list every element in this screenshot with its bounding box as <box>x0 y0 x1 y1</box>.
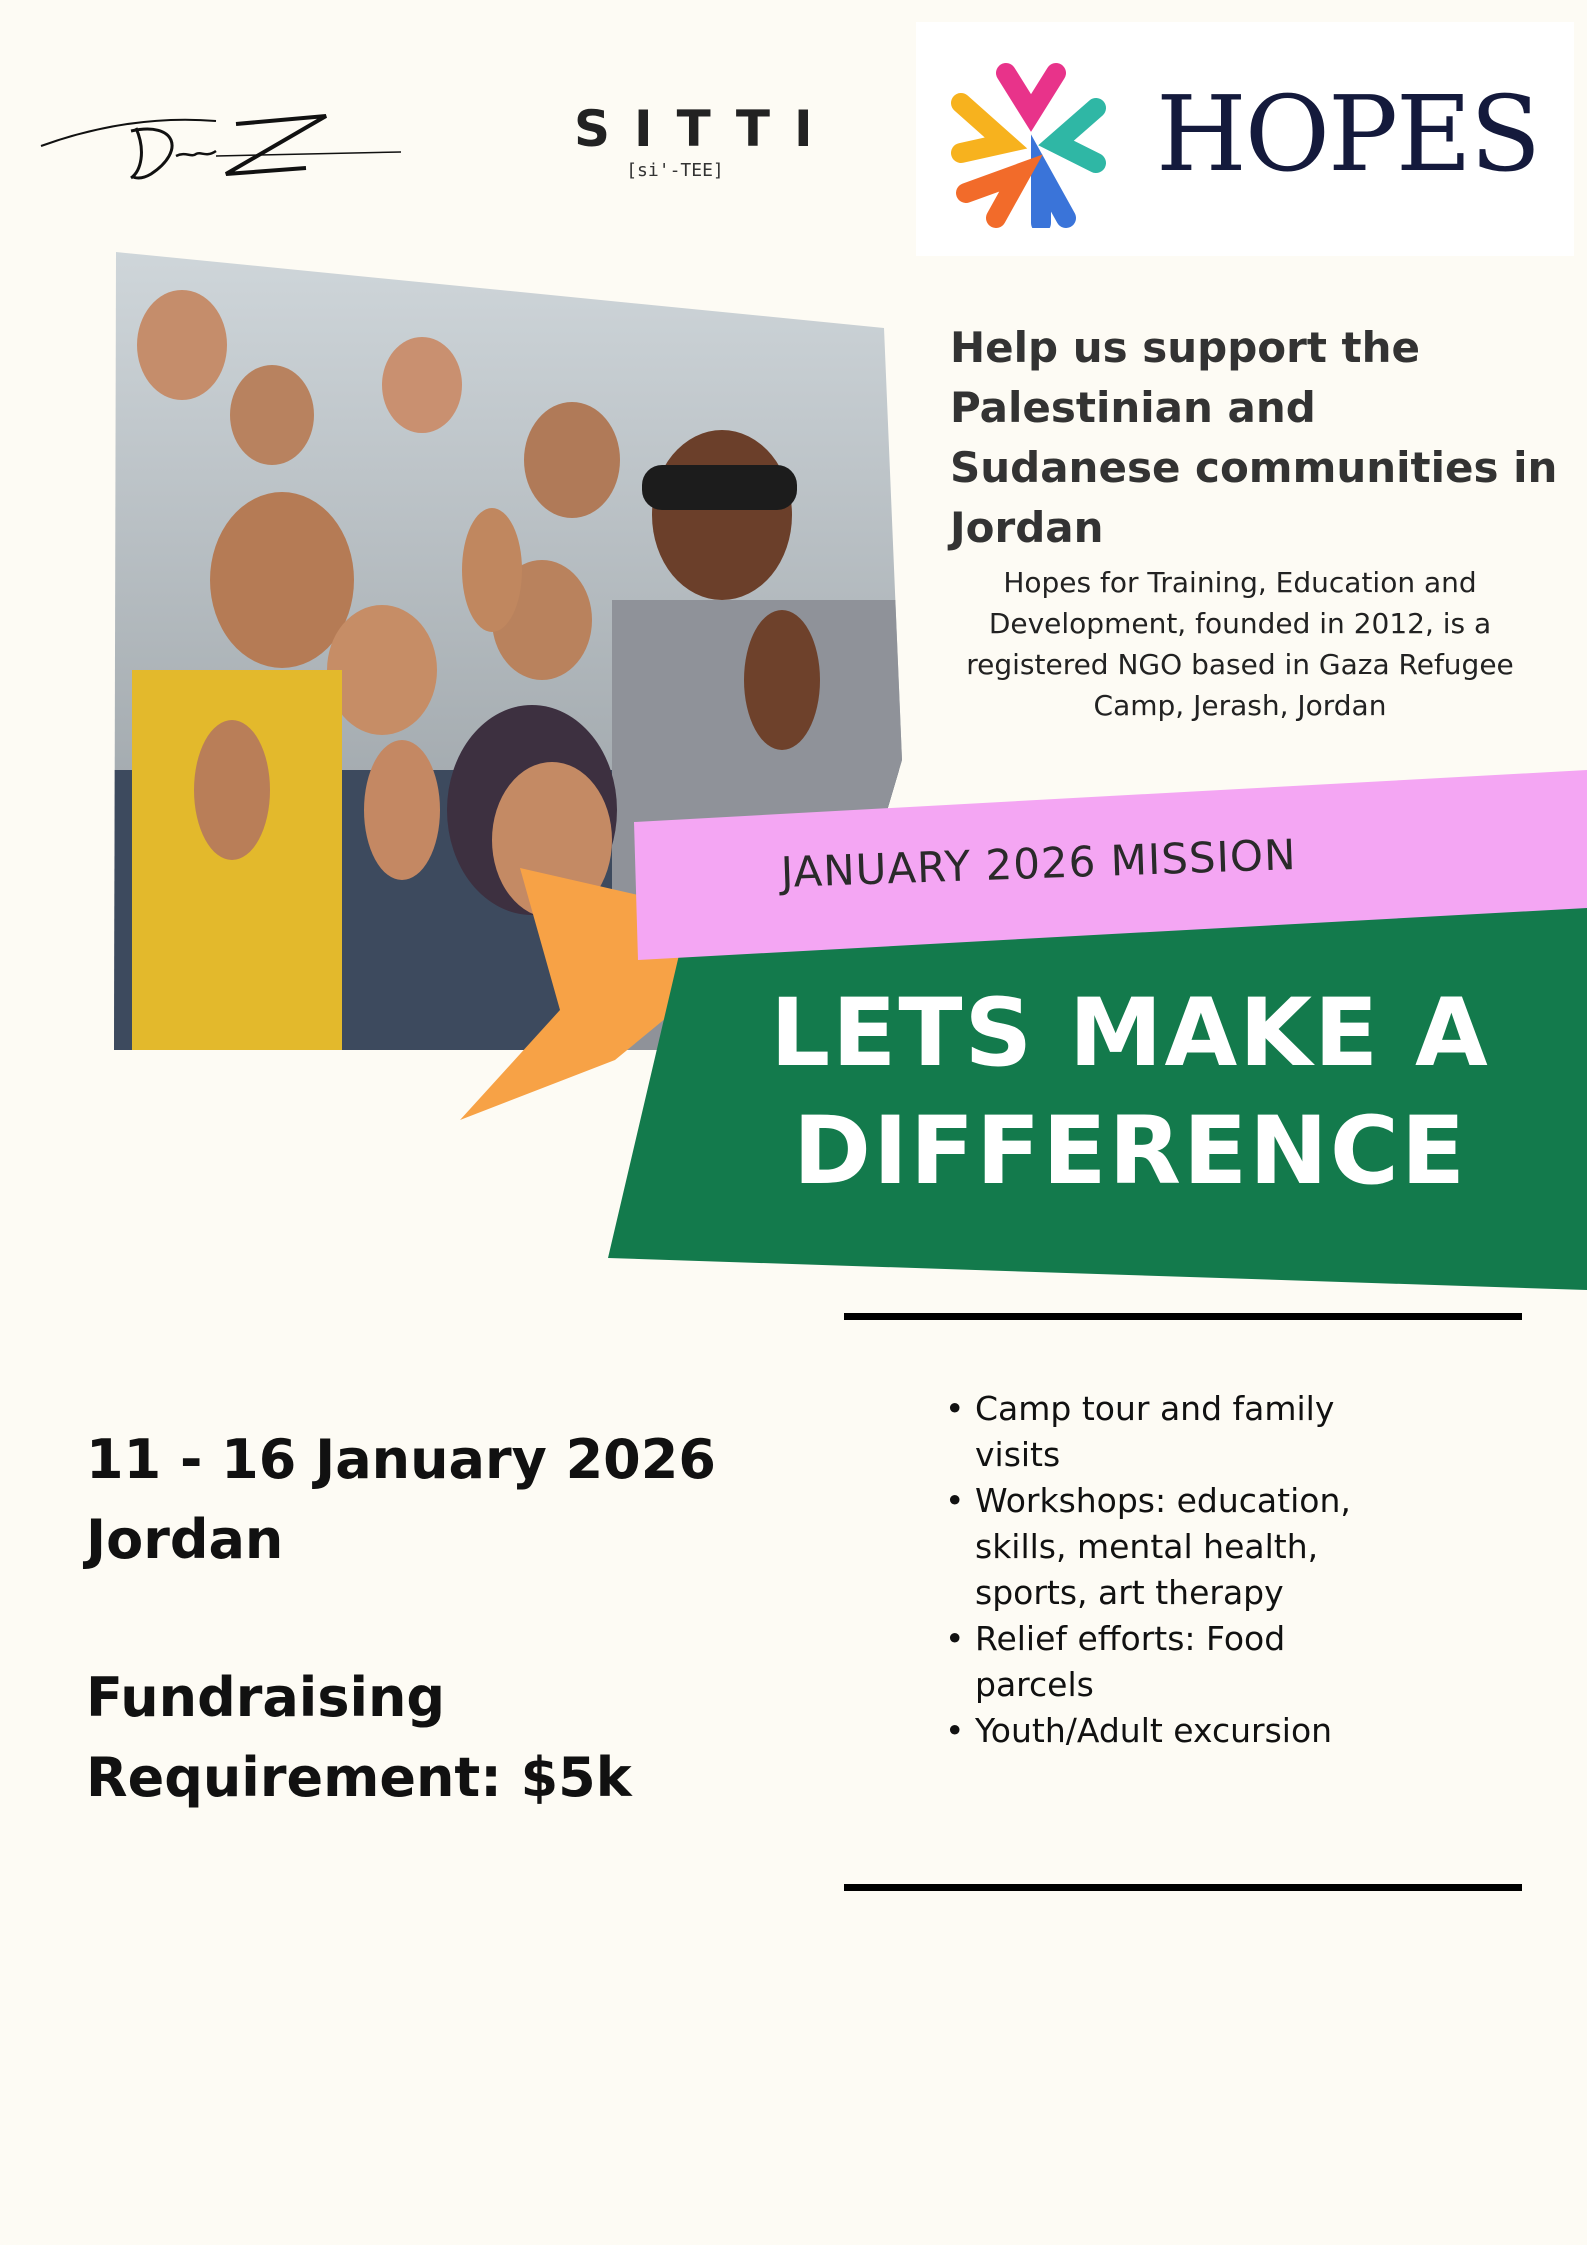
hopes-wordmark: HOPES <box>1156 73 1540 195</box>
support-headline: Help us support the Palestinian and Sudanese communities in Jordan <box>950 323 1558 552</box>
divider-top <box>844 1313 1522 1320</box>
about-hopes-text: Hopes for Training, Education and Development, founded in 2012, is a registered NGO based in Gaza Refugee Camp, Jerash, Jordan <box>966 566 1514 722</box>
slogan-line-2: DIFFERENCE <box>792 1097 1468 1206</box>
sitti-wordmark: SITTI <box>574 100 837 158</box>
trip-dates-block <box>86 1420 786 1580</box>
fundraising-block <box>86 1658 786 1818</box>
list-item: • Workshops: education, skills, mental health, sports, art therapy <box>945 1478 1365 1616</box>
trip-location: Jordan <box>86 1508 284 1571</box>
list-item: • Camp tour and family visits <box>945 1386 1365 1478</box>
trip-dates: 11 - 16 January 2026 <box>86 1428 716 1491</box>
fundraising-amount: Requirement: $5k <box>86 1746 632 1809</box>
divider-bottom <box>844 1884 1522 1891</box>
sitti-pronunciation: [si'-TEE] <box>626 160 724 181</box>
list-item: • Youth/Adult excursion <box>945 1708 1365 1754</box>
list-item: • Relief efforts: Food parcels <box>945 1616 1365 1708</box>
mission-label: JANUARY 2026 MISSION <box>780 829 1298 897</box>
activities-list <box>945 1386 1365 1754</box>
slogan <box>680 975 1580 1211</box>
slogan-line-1: LETS MAKE A <box>770 979 1490 1088</box>
fundraising-label: Fundraising <box>86 1666 446 1729</box>
